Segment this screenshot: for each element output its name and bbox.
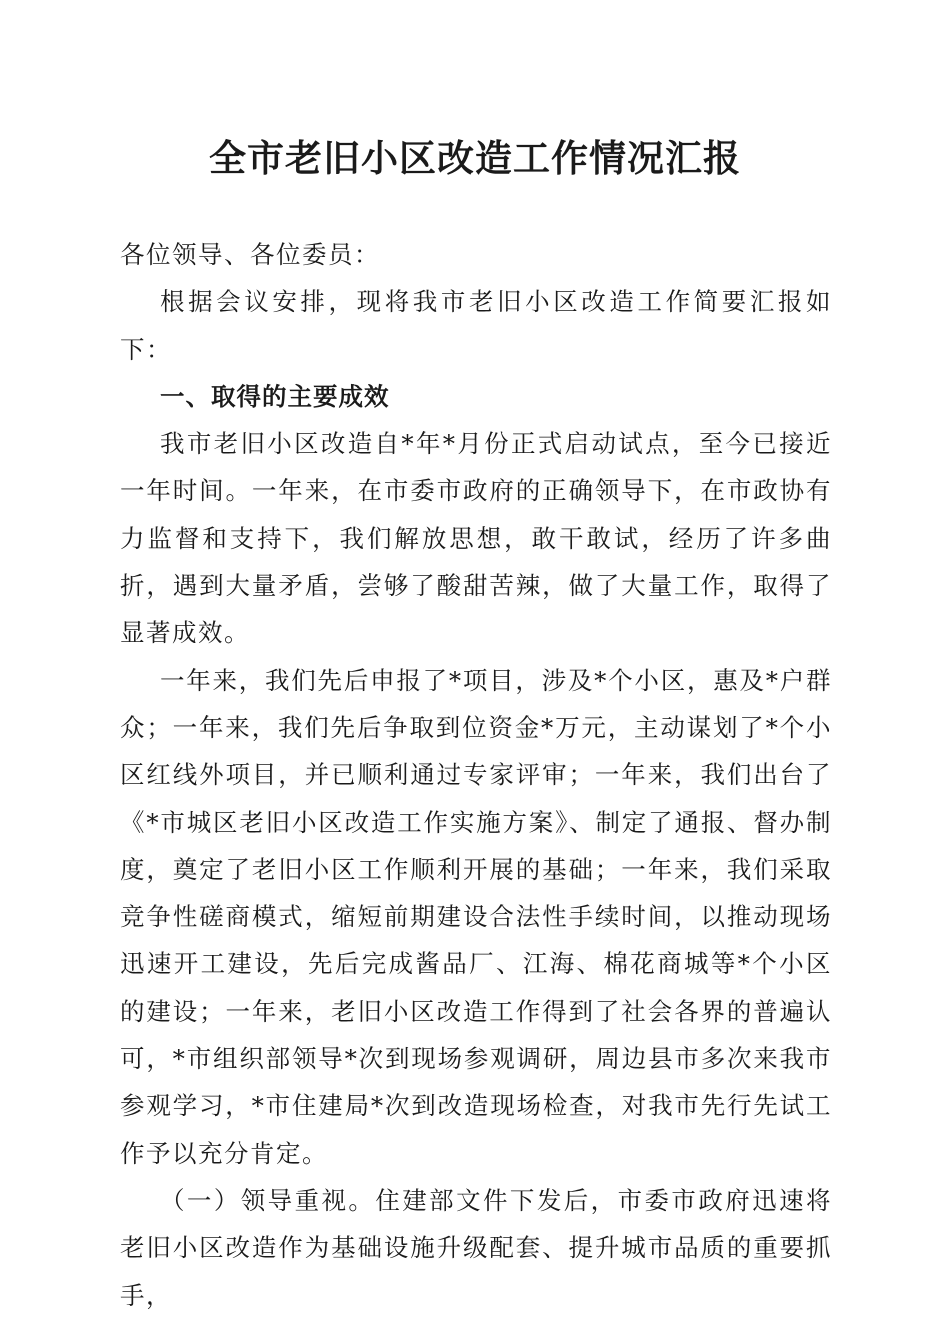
- salutation: 各位领导、各位委员：: [120, 240, 380, 269]
- intro-paragraph: 根据会议安排，现将我市老旧小区改造工作简要汇报如下：: [120, 287, 832, 364]
- document-body: [120, 231, 832, 1319]
- body-paragraph-overview: 我市老旧小区改造自*年*月份正式启动试点，至今已接近一年时间。一年来，在市委市政府的正确领导下，在市政协有力监督和支持下，我们解放思想，敢干敢试，经历了许多曲折，遇到大量矛盾，尝够了酸甜苦辣，做了大量工作，取得了显著成效。: [120, 429, 832, 648]
- body-paragraph-leadership: （一）领导重视。住建部文件下发后，市委市政府迅速将老旧小区改造作为基础设施升级配套、提升城市品质的重要抓手，: [120, 1185, 832, 1310]
- document-title: 全市老旧小区改造工作情况汇报: [209, 136, 741, 180]
- section-heading-achievements: 一、取得的主要成效: [160, 381, 390, 411]
- body-paragraph-results: 一年来，我们先后申报了*项目，涉及*个小区，惠及*户群众；一年来，我们先后争取到位资金*万元，主动谋划了*个小区红线外项目，并已顺利通过专家评审；一年来，我们出台了《*市城区老旧小区改造工作实施方案》、制定了通报、督办制度，奠定了老旧小区工作顺利开展的基础；一年来，我们采取竞争性磋商模式，缩短前期建设合法性手续时间，以推动现场迅速开工建设，先后完成酱品厂、江海、棉花商城等*个小区的建设；一年来，老旧小区改造工作得到了社会各界的普遍认可，*市组织部领导*次到现场参观调研，周边县市多次来我市参观学习，*市住建局*次到改造现场检查，对我市先行先试工作予以充分肯定。: [120, 665, 832, 1168]
